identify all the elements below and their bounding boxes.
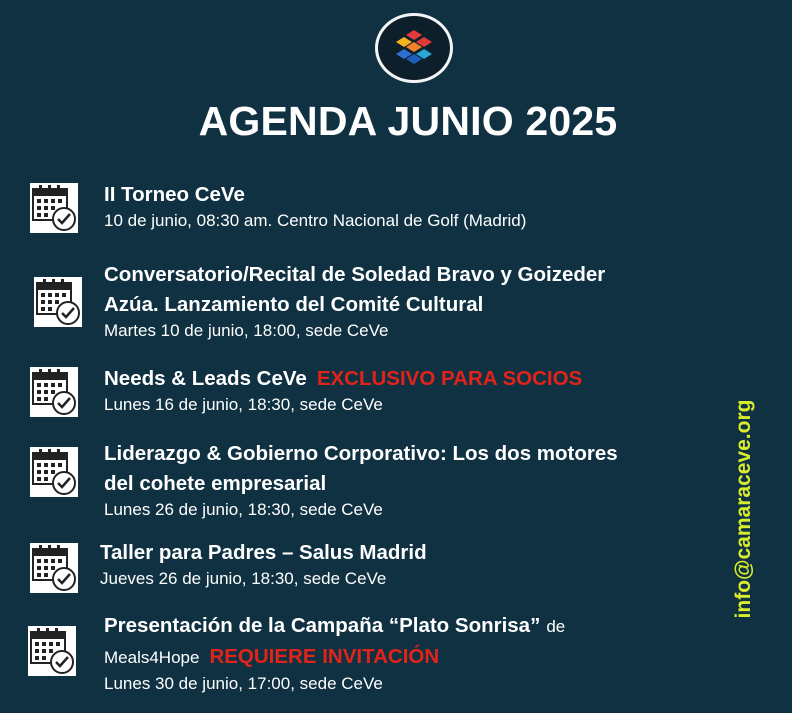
calendar-check-icon: [30, 447, 78, 497]
event-item: [104, 439, 714, 521]
calendar-check-icon: [30, 183, 78, 233]
event-details: 10 de junio, 08:30 am. Centro Nacional de Golf (Madrid): [104, 211, 527, 230]
event-title-line1: Presentación de la Campaña “Plato Sonrisa”: [104, 614, 541, 637]
calendar-check-icon: [30, 367, 78, 417]
event-title: Taller para Padres – Salus Madrid: [100, 541, 427, 564]
event-item: [104, 180, 714, 232]
event-title-line2: Azúa. Lanzamiento del Comité Cultural: [104, 293, 484, 316]
ceve-logo: [375, 13, 453, 83]
event-title: II Torneo CeVe: [104, 183, 245, 206]
event-title: Needs & Leads CeVe: [104, 367, 307, 390]
ceve-logo-mark: [391, 28, 437, 68]
event-title-line1: Conversatorio/Recital de Soledad Bravo y Goizeder: [104, 263, 606, 286]
event-title-suffix: de: [546, 617, 566, 636]
event-details: Lunes 26 de junio, 18:30, sede CeVe: [104, 500, 383, 519]
calendar-check-icon: [28, 626, 76, 676]
event-item: [104, 260, 714, 342]
event-title-row: [104, 364, 714, 394]
exclusive-badge: EXCLUSIVO PARA SOCIOS: [316, 367, 583, 390]
page-title: AGENDA JUNIO 2025: [198, 98, 618, 144]
event-details: Lunes 16 de junio, 18:30, sede CeVe: [104, 395, 383, 414]
event-title-line2: Meals4Hope: [104, 648, 200, 667]
contact-email[interactable]: info@camaraceve.org: [732, 399, 755, 619]
event-title-line1: Liderazgo & Gobierno Corporativo: Los dos motores: [104, 442, 618, 465]
event-details: Martes 10 de junio, 18:00, sede CeVe: [104, 321, 389, 340]
calendar-check-icon: [30, 543, 78, 593]
event-item: [100, 538, 710, 590]
event-title-row: [104, 642, 714, 673]
invitation-badge: REQUIERE INVITACIÓN: [209, 645, 440, 668]
event-item: [104, 611, 714, 695]
calendar-check-icon: [34, 277, 82, 327]
event-details: Jueves 26 de junio, 18:30, sede CeVe: [100, 569, 387, 588]
event-title-line2: del cohete empresarial: [104, 472, 327, 495]
event-title-row: [104, 611, 714, 642]
event-item: [104, 364, 714, 416]
event-details: Lunes 30 de junio, 17:00, sede CeVe: [104, 674, 383, 693]
